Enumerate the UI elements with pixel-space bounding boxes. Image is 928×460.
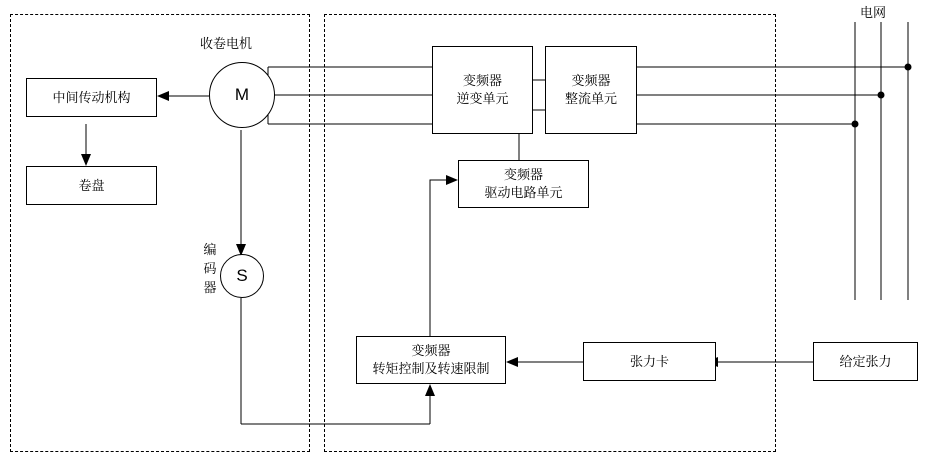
inverter-unit-box <box>432 46 533 134</box>
tension-card-box <box>583 342 716 381</box>
tension-card-label: 张力卡 <box>629 353 669 369</box>
drive-circuit-unit-label-2: 驱动电路单元 <box>484 185 563 200</box>
torque-control-label-1: 变频器 <box>411 343 451 359</box>
reel-label: 卷盘 <box>78 177 105 193</box>
transmission-label: 中间传动机构 <box>52 89 131 105</box>
reel-box <box>26 166 157 205</box>
rectifier-unit-label-2: 整流单元 <box>564 91 617 106</box>
encoder-label-line2: 码 <box>203 261 217 276</box>
encoder-label-line3: 器 <box>203 280 217 295</box>
torque-control-label-2: 转矩控制及转速限制 <box>372 361 490 376</box>
drive-circuit-unit-label-1: 变频器 <box>503 167 543 183</box>
winding-motor-symbol <box>209 62 275 128</box>
rectifier-unit-label-1: 变频器 <box>571 73 611 89</box>
rectifier-unit-box <box>545 46 637 134</box>
encoder-label-line1: 编 <box>203 242 217 257</box>
given-tension-box <box>813 342 918 381</box>
given-tension-label: 给定张力 <box>839 353 892 369</box>
encoder-symbol-text: S <box>236 266 248 285</box>
grid-label: 电网 <box>860 5 887 20</box>
inverter-unit-label-1: 变频器 <box>462 73 502 89</box>
torque-control-box <box>356 336 506 384</box>
encoder-symbol <box>220 254 264 298</box>
motor-symbol-text: M <box>234 85 250 104</box>
drive-circuit-unit-box <box>458 160 589 208</box>
inverter-unit-label-2: 逆变单元 <box>456 91 509 106</box>
winding-motor-label: 收卷电机 <box>200 36 253 51</box>
transmission-box <box>26 78 157 117</box>
